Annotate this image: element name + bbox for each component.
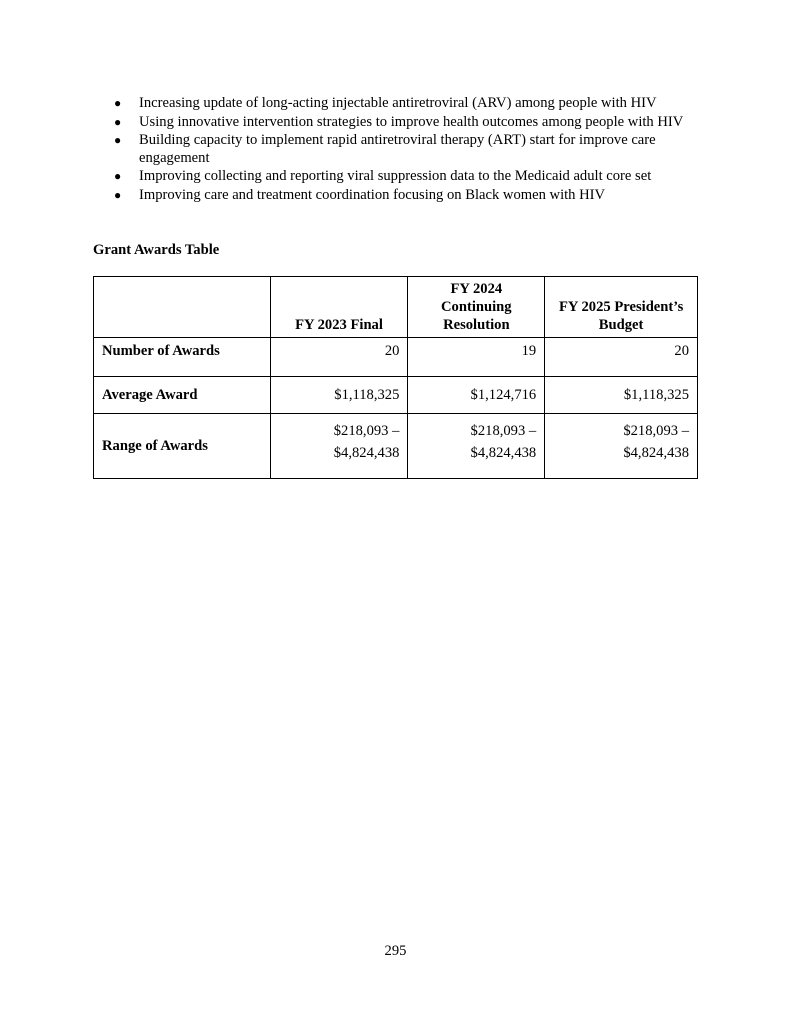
- list-item-text: Using innovative intervention strategies to improve health outcomes among people with HIV: [139, 113, 684, 130]
- table-cell: $1,118,325: [270, 377, 408, 414]
- table-cell: 20: [545, 338, 698, 377]
- range-low: $218,093 –: [623, 423, 689, 439]
- bullet-list: [114, 95, 704, 205]
- range-low: $218,093 –: [333, 423, 400, 439]
- table-header-row: [94, 277, 698, 338]
- list-item-text: Increasing update of long-acting injectable antiretroviral (ARV) among people with HIV: [139, 95, 657, 111]
- table-header-empty: [94, 277, 271, 338]
- table-row: [94, 338, 698, 377]
- row-label: Average Award: [94, 377, 271, 414]
- section-title: Grant Awards Table: [93, 242, 220, 258]
- table-header-fy2024: FY 2024 Continuing Resolution: [408, 277, 545, 338]
- table-cell: 19: [408, 338, 545, 377]
- table-cell: $1,118,325: [545, 377, 698, 414]
- range-high: $4,824,438: [470, 445, 537, 461]
- table-cell: [270, 414, 408, 479]
- bullet-icon: ●: [114, 96, 122, 110]
- bullet-icon: ●: [114, 114, 122, 129]
- table-cell: $1,124,716: [408, 377, 545, 414]
- bullet-icon: ●: [114, 187, 122, 202]
- table-header-fy2023: FY 2023 Final: [270, 277, 408, 338]
- page-number: 295: [384, 943, 407, 959]
- table-row: [94, 377, 698, 414]
- range-high: $4,824,438: [333, 445, 400, 461]
- bullet-icon: ●: [114, 133, 122, 147]
- list-item: [114, 132, 704, 167]
- list-item: [114, 168, 704, 186]
- list-item: [114, 95, 704, 113]
- table-header-fy2025: FY 2025 President’s Budget: [545, 277, 698, 338]
- list-item-text: Building capacity to implement rapid antiretroviral therapy (ART) start for improve care engagement: [139, 132, 656, 166]
- list-item-text: Improving care and treatment coordination focusing on Black women with HIV: [139, 186, 606, 203]
- range-high: $4,824,438: [623, 445, 689, 461]
- bullet-icon: ●: [114, 169, 122, 183]
- table-row: [94, 414, 698, 479]
- grant-awards-table: [93, 276, 698, 479]
- row-label: Range of Awards: [94, 414, 271, 479]
- range-low: $218,093 –: [470, 423, 537, 439]
- table-cell: 20: [270, 338, 408, 377]
- row-label: Number of Awards: [94, 338, 271, 377]
- list-item-text: Improving collecting and reporting viral suppression data to the Medicaid adult core set: [139, 168, 652, 184]
- table-cell: [408, 414, 545, 479]
- table-cell: [545, 414, 698, 479]
- list-item: [114, 114, 704, 132]
- list-item: [114, 187, 704, 205]
